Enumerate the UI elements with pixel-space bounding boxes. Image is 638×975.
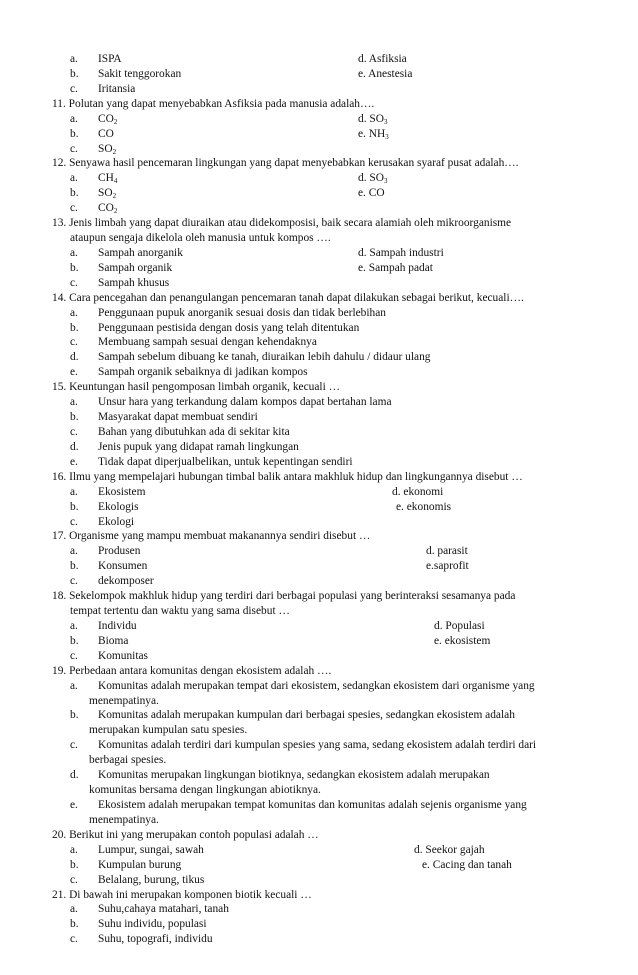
option-text-right [426,544,468,558]
option-text-value: Penggunaan pestisida dengan dosis yang telah ditentukan [98,321,360,334]
option-letter: a. [70,306,78,319]
option-text-right [358,186,385,200]
option-text-value: ISPA [98,53,122,65]
option-letter: c. [70,336,78,349]
option-text-right [434,634,490,648]
option-right-value: d. SO [358,172,384,185]
question-text [0,216,638,230]
option-letter: c. [70,933,78,946]
answer-row [0,634,638,648]
option-text [98,82,135,96]
question-text [0,888,638,902]
continuation-text [0,694,638,708]
question-label: 13. Jenis limbah yang dapat diuraikan atau didekomposisi, baik secara alamiah oleh mikroorganisme [52,217,512,230]
answer-row [0,350,638,364]
question-label: 12. Senyawa hasil pencemaran lingkungan yang dapat menyebabkan kerusakan syaraf pusat adalah…. [52,157,519,170]
option-text [98,902,229,916]
option-text-value: CO [98,202,114,215]
answer-row [0,515,638,529]
answer-row [0,335,638,349]
option-letter: a. [70,396,78,409]
option-text-value: CO [98,112,114,125]
answer-row [0,455,638,469]
option-text-value: Individu [98,619,137,632]
option-text [98,649,148,663]
option-text-value-subscript: 2 [112,192,117,201]
option-text [98,261,172,275]
option-right-value: e. ekonomis [396,500,452,513]
answer-row [0,67,638,81]
option-letter: c. [70,649,78,662]
answer-row [0,485,638,499]
option-right-value: d. Sampah industri [358,246,444,259]
option-letter: d. [70,440,79,453]
option-text-value: Penggunaan pupuk anorganik sesuai dosis dan tidak berlebihan [98,306,386,319]
answer-row [0,500,638,514]
option-text [98,574,154,588]
option-text [98,500,139,514]
option-continuation: menempatinya. [89,813,159,826]
answer-row [0,276,638,290]
option-letter: e. [70,366,78,379]
option-text [98,335,317,349]
option-text-right [358,52,407,66]
option-letter: a. [70,545,78,558]
option-text-value: Ekosistem [98,485,146,498]
continuation-text [0,231,638,245]
option-text [98,798,527,812]
option-text-value: Unsur hara yang terkandung dalam kompos dapat bertahan lama [98,396,392,409]
option-text-value: Ekologis [98,500,139,513]
option-text-value: Iritansia [98,82,136,95]
option-letter: c. [70,575,78,588]
option-text [98,321,359,335]
answer-row [0,52,638,66]
option-text-right [358,246,444,260]
option-letter: c. [70,82,78,95]
option-text-right [358,261,433,275]
option-text-value-subscript: 2 [113,117,118,126]
option-letter: a. [70,172,78,185]
option-letter: e. [70,455,78,468]
option-text-right [414,843,485,857]
option-text-value-subscript: 4 [113,177,118,186]
continuation-text [0,813,638,827]
option-text [98,365,308,379]
option-letter: a. [70,53,78,65]
option-text-value: Sampah anorganik [98,246,183,259]
answer-row [0,112,638,126]
option-text [98,858,181,872]
option-letter: b. [70,187,79,200]
answer-row [0,171,638,185]
option-text-value: Ekosistem adalah merupakan tempat komunitas dan komunitas adalah sejenis organisme yang [98,799,527,811]
option-continuation: menempatinya. [89,694,159,707]
option-continuation: komunitas bersama dengan lingkungan abiotiknya. [89,784,321,797]
answer-row [0,902,638,916]
option-letter: a. [70,903,78,916]
option-text [98,425,290,439]
option-text-value: Komunitas adalah terdiri dari kumpulan spesies yang sama, sedang ekosistem adalah terdiri dari [98,739,537,752]
answer-row [0,917,638,931]
option-text-value: Belalang, burung, tikus [98,873,205,886]
option-letter: b. [70,411,79,424]
option-text-value: Komunitas merupakan lingkungan biotiknya, sedangkan ekosistem adalah merupakan [98,769,490,782]
option-text-value: Sampah organik [98,261,173,274]
option-right-value: d. SO [358,112,384,125]
question-label: 21. Di bawah ini merupakan komponen biotik kecuali … [52,888,312,901]
question-label: 14. Cara pencegahan dan penangulangan pencemaran tanah dapat dilakukan sebagai berikut, kecuali…. [52,291,524,304]
option-text [98,634,128,648]
option-text [98,440,299,454]
answer-row [0,768,638,782]
continuation-text [0,604,638,618]
answer-row [0,544,638,558]
option-text-value: dekomposer [98,575,154,588]
option-right-value-subscript: 3 [383,177,388,186]
answer-row [0,679,638,693]
option-letter: b. [70,67,79,80]
question-text [0,828,638,842]
option-text [98,917,207,931]
option-letter: d. [70,351,79,364]
option-text-value: Komunitas adalah merupakan tempat dari ekosistem, sedangkan ekosistem dari organisme yang [98,679,535,692]
option-right-value: e. Cacing dan tanah [422,858,512,871]
option-letter: e. [70,799,78,811]
option-text-right [396,500,451,514]
option-letter: c. [70,515,78,528]
option-text [98,127,114,141]
answer-row [0,843,638,857]
option-text [98,515,134,529]
option-text-right [434,619,485,633]
answer-row [0,321,638,335]
option-text [98,395,392,409]
question-text [0,470,638,484]
answer-row [0,261,638,275]
option-text-value: Produsen [98,545,141,558]
continuation-text [0,753,638,767]
option-letter: a. [70,679,78,692]
option-text [98,932,213,946]
option-text-right [426,559,469,573]
option-letter: c. [70,142,78,155]
answer-row [0,365,638,379]
option-right-value: e. Anestesia [358,67,413,80]
option-text [98,843,204,857]
option-text-value: Komunitas [98,649,148,662]
question-label: 16. Ilmu yang mempelajari hubungan timbal balik antara makhluk hidup dan lingkungannya disebut … [52,470,523,483]
option-text [98,873,204,887]
option-text-value: Bioma [98,634,129,647]
option-text [98,768,490,782]
option-text-value: CO [98,127,114,140]
answer-row [0,410,638,424]
option-text-value: Jenis pupuk yang didapat ramah lingkungan [98,440,299,453]
question-text [0,156,638,170]
option-letter: a. [70,246,78,259]
option-text [98,708,515,722]
answer-row [0,306,638,320]
answer-row [0,649,638,663]
option-right-value: d. parasit [426,545,468,558]
question-text [0,529,638,543]
option-text-value: SO [98,187,113,200]
option-letter: a. [70,619,78,632]
option-text-value: Membuang sampah sesuai dengan kehendaknya [98,336,317,349]
option-text-value: Sampah khusus [98,276,170,289]
option-text-value: Ekologi [98,515,135,528]
question-label: 11. Polutan yang dapat menyebabkan Asfiksia pada manusia adalah…. [52,97,375,110]
option-text-value: Komunitas adalah merupakan kumpulan dari berbagai spesies, sedangkan ekosistem adalah [98,709,515,722]
option-text [98,544,140,558]
answer-row [0,798,638,812]
option-letter: b. [70,709,79,722]
option-continuation: merupakan kumpulan satu spesies. [89,724,248,737]
option-text-value: Kumpulan burung [98,858,182,871]
option-letter: b. [70,500,79,513]
option-right-value: d. Asfiksia [358,53,407,65]
option-text [98,410,258,424]
option-text [98,67,181,81]
option-letter: b. [70,560,79,573]
answer-row [0,246,638,260]
option-letter: b. [70,634,79,647]
question-continuation: tempat tertentu dan waktu yang sama disebut … [70,605,290,618]
option-text-value: Lumpur, sungai, sawah [98,843,204,856]
option-letter: b. [70,261,79,274]
answer-row [0,425,638,439]
option-text-value: SO [98,142,113,155]
option-letter: b. [70,321,79,334]
option-right-value-subscript: 3 [385,132,389,141]
option-text-value: Sakit tenggorokan [98,67,182,80]
option-text-right [392,485,443,499]
option-right-value: e.saprofit [426,560,469,573]
option-right-value: d. Populasi [434,619,485,632]
option-text [98,276,169,290]
question-text [0,291,638,305]
option-letter: b. [70,858,79,871]
question-text [0,97,638,111]
answer-row [0,201,638,215]
option-letter: c. [70,426,78,438]
option-text [98,350,430,364]
option-text-value: CH [98,172,114,185]
option-text [98,246,183,260]
answer-row [0,873,638,887]
option-text [98,619,137,633]
question-label: 20. Berikut ini yang merupakan contoh populasi adalah … [52,828,319,841]
answer-row [0,127,638,141]
option-letter: c. [70,202,78,215]
option-text [98,559,147,573]
answer-row [0,142,638,156]
option-text [98,455,353,469]
continuation-text [0,723,638,737]
option-letter: a. [70,485,78,498]
question-label: 17. Organisme yang mampu membuat makanannya sendiri disebut … [52,530,371,543]
option-right-value-subscript: 3 [383,117,388,126]
option-letter: a. [70,112,78,125]
option-text-value: Tidak dapat diperjualbelikan, untuk kepentingan sendiri [98,455,353,468]
question-label: 15. Keuntungan hasil pengomposan limbah organik, kecuali … [52,381,340,394]
answer-row [0,395,638,409]
option-letter: a. [70,843,78,856]
option-text-value: Masyarakat dapat membuat sendiri [98,411,258,424]
option-text [98,306,386,320]
question-label: 19. Perbedaan antara komunitas dengan ekosistem adalah …. [52,664,332,677]
answer-row [0,619,638,633]
option-text-value: Suhu,cahaya matahari, tanah [98,903,229,916]
option-letter: b. [70,127,79,140]
answer-row [0,708,638,722]
option-text [98,679,535,693]
answer-row [0,858,638,872]
option-text-right [358,67,412,81]
option-letter: c. [70,739,78,752]
option-right-value: e. NH [358,127,386,140]
option-text-value: Suhu individu, populasi [98,918,207,931]
option-text-value: Bahan yang dibutuhkan ada di sekitar kita [98,426,290,438]
option-right-value: d. Seekor gajah [414,843,485,856]
answer-row [0,738,638,752]
question-text [0,380,638,394]
option-continuation: berbagai spesies. [89,754,167,767]
option-text-value-subscript: 2 [113,207,118,216]
option-right-value: e. Sampah padat [358,261,433,274]
option-letter: c. [70,873,78,886]
option-text [98,52,122,66]
option-letter: b. [70,918,79,931]
option-right-value: d. ekonomi [392,485,444,498]
option-text-value: Sampah sebelum dibuang ke tanah, diuraikan lebih dahulu / didaur ulang [98,351,431,364]
option-text-right [422,858,512,872]
option-right-value: e. CO [358,187,385,200]
answer-row [0,574,638,588]
answer-row [0,440,638,454]
question-label: 18. Sekelompok makhluk hidup yang terdiri dari berbagai populasi yang berinteraksi sesamanya pada [52,590,516,603]
option-text [98,485,145,499]
continuation-text [0,783,638,797]
option-right-value: e. ekosistem [434,634,491,647]
option-text-value-subscript: 2 [112,147,117,156]
option-text [98,738,536,752]
question-text [0,664,638,678]
option-text-value: Suhu, topografi, individu [98,933,213,946]
question-text [0,589,638,603]
question-continuation: ataupun sengaja dikelola oleh manusia untuk kompos …. [70,232,331,245]
option-text-value: Sampah organik sebaiknya di jadikan kompos [98,366,308,379]
answer-row [0,932,638,946]
option-letter: c. [70,276,78,289]
answer-row [0,186,638,200]
answer-row [0,82,638,96]
option-letter: d. [70,769,79,782]
answer-row [0,559,638,573]
option-text-value: Konsumen [98,560,148,573]
